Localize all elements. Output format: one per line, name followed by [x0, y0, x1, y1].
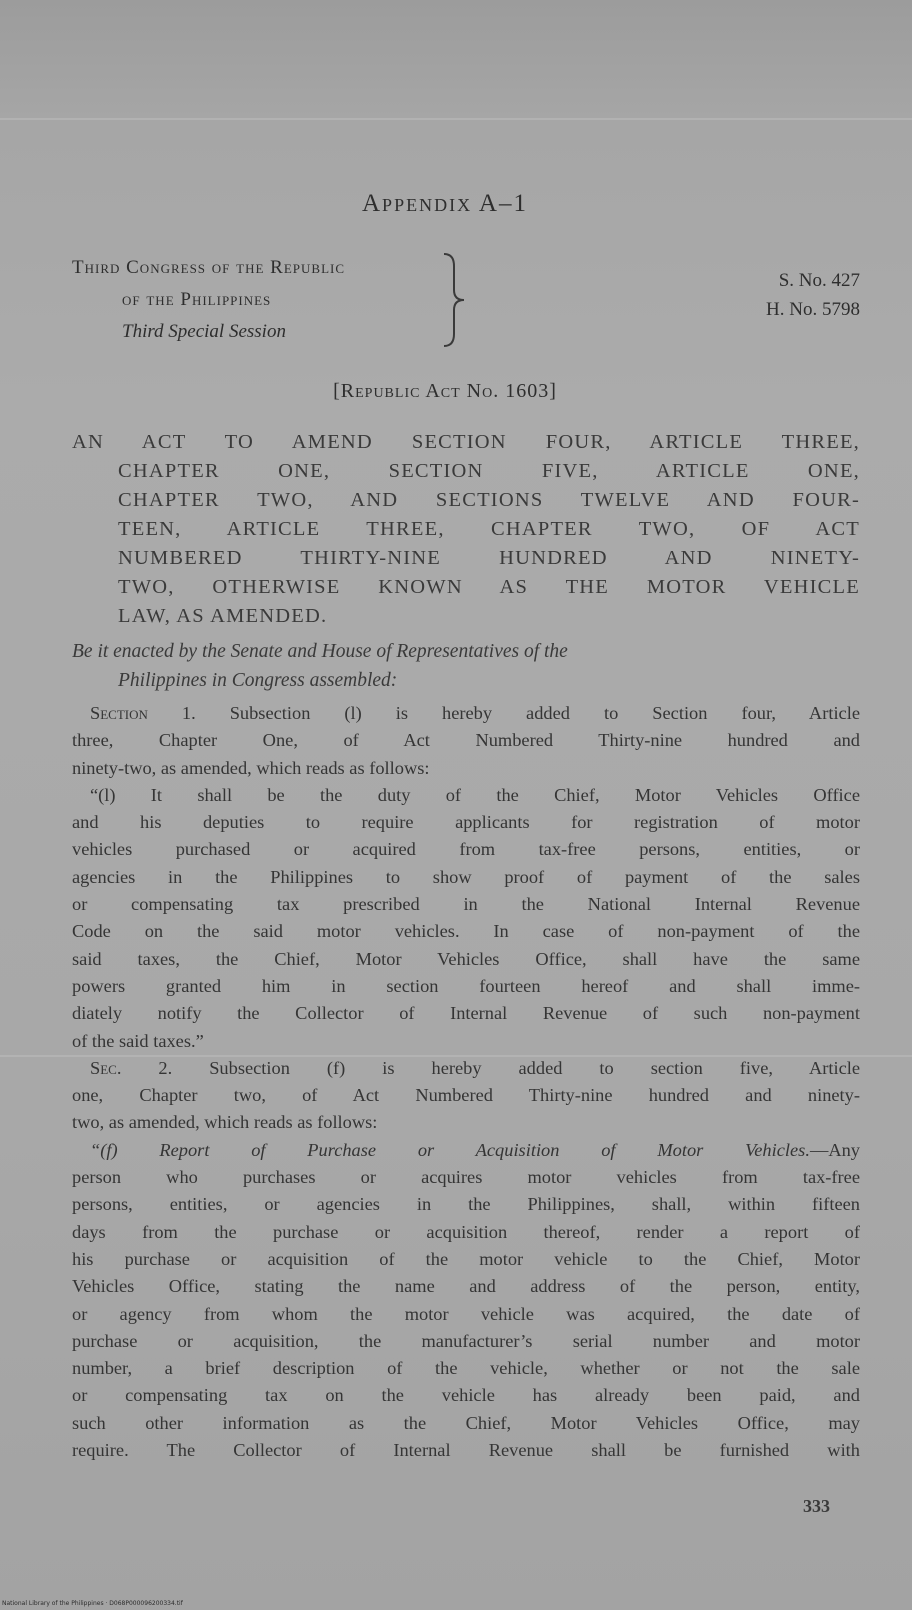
section-2-line	[72, 1055, 860, 1082]
enacting-line: Philippines in Congress assembled:	[118, 670, 398, 691]
act-title-line: NUMBERED THIRTY-NINE HUNDRED AND NINETY-	[118, 547, 860, 569]
act-title-line: LAW, AS AMENDED.	[118, 605, 328, 627]
quoted-subsection-f-line: purchase or acquisition, the manufacturer’s serial number and motor	[72, 1330, 860, 1351]
congress-line: of the Philippines	[122, 289, 272, 310]
brace-icon	[440, 252, 470, 348]
act-body	[72, 700, 860, 1464]
page-number: 333	[803, 1496, 830, 1516]
quoted-subsection-f-line: persons, entities, or agencies in the Philippines, shall, within fifteen	[72, 1194, 860, 1215]
act-title-line: CHAPTER ONE, SECTION FIVE, ARTICLE ONE,	[118, 460, 860, 482]
section-2-line: two, as amended, which reads as follows:	[72, 1112, 378, 1133]
subsection-f-heading: “(f) Report of Purchase or Acquisition of Motor Vehicles.	[90, 1139, 810, 1160]
act-title-line: TWO, OTHERWISE KNOWN AS THE MOTOR VEHICLE	[118, 576, 860, 598]
quoted-subsection-l-line: vehicles purchased or acquired from tax-free persons, entities, or	[72, 839, 860, 860]
congress-block	[72, 252, 472, 348]
section-1-line: ninety-two, as amended, which reads as follows:	[72, 757, 430, 778]
quoted-subsection-l-line: “(l) It shall be the duty of the Chief, Motor Vehicles Office	[90, 784, 860, 805]
scan-footer: National Library of the Philippines · D068P000096200334.tif	[2, 1600, 183, 1607]
quoted-subsection-l-line: of the said taxes.”	[72, 1030, 204, 1051]
quoted-subsection-f-line: such other information as the Chief, Motor Vehicles Office, may	[72, 1412, 860, 1433]
quoted-subsection-l-line: Code on the said motor vehicles. In case of non-payment of the	[72, 921, 860, 942]
quoted-subsection-f-line: require. The Collector of Internal Revenue shall be furnished with	[72, 1440, 860, 1461]
republic-act-number: [Republic Act No. 1603]	[333, 380, 557, 402]
section-1-line: three, Chapter One, of Act Numbered Thirty-nine hundred and	[72, 730, 860, 751]
quoted-subsection-f-line: his purchase or acquisition of the motor vehicle to the Chief, Motor	[72, 1248, 860, 1269]
scan-band	[0, 118, 912, 120]
section-2-label: Sec. 2.	[90, 1057, 173, 1078]
quoted-subsection-l-line: powers granted him in section fourteen hereof and shall imme-	[72, 975, 860, 996]
quoted-subsection-l-line: and his deputies to require applicants for registration of motor	[72, 812, 860, 833]
congress-line: Third Congress of the Republic	[72, 257, 346, 278]
section-2-line: one, Chapter two, of Act Numbered Thirty-nine hundred and ninety-	[72, 1085, 860, 1106]
section-1-text: Subsection (l) is hereby added to Section four, Article	[195, 703, 860, 723]
house-bill-number: H. No. 5798	[766, 299, 860, 320]
section-1-line	[72, 700, 860, 727]
section-1-label: Section 1.	[90, 703, 196, 723]
act-title	[72, 428, 860, 631]
session-line: Third Special Session	[122, 321, 286, 342]
quoted-subsection-f-line: or agency from whom the motor vehicle was acquired, the date of	[72, 1303, 860, 1324]
quoted-subsection-l-line: diately notify the Collector of Internal Revenue of such non-payment	[72, 1003, 860, 1024]
quoted-subsection-f-line: Vehicles Office, stating the name and address of the person, entity,	[72, 1276, 860, 1297]
enacting-line: Be it enacted by the Senate and House of Representatives of the	[72, 641, 568, 662]
bill-numbers	[710, 266, 860, 324]
enacting-clause	[72, 637, 860, 695]
quoted-subsection-l-line: agencies in the Philippines to show proof of payment of the sales	[72, 866, 860, 887]
senate-bill-number: S. No. 427	[778, 270, 860, 291]
subsection-f-text: —Any	[809, 1139, 860, 1160]
quoted-subsection-f-line: person who purchases or acquires motor vehicles from tax-free	[72, 1167, 860, 1188]
quoted-subsection-f-line	[72, 1137, 860, 1164]
quoted-subsection-f-line: days from the purchase or acquisition thereof, render a report of	[72, 1221, 860, 1242]
appendix-heading: Appendix A–1	[362, 190, 528, 217]
act-title-line: TEEN, ARTICLE THREE, CHAPTER TWO, OF ACT	[118, 518, 860, 540]
quoted-subsection-f-line: or compensating tax on the vehicle has already been paid, and	[72, 1385, 860, 1406]
quoted-subsection-l-line: or compensating tax prescribed in the National Internal Revenue	[72, 894, 860, 915]
quoted-subsection-l-line: said taxes, the Chief, Motor Vehicles Office, shall have the same	[72, 948, 860, 969]
quoted-subsection-f-line: number, a brief description of the vehicle, whether or not the sale	[72, 1358, 860, 1379]
act-title-line: CHAPTER TWO, AND SECTIONS TWELVE AND FOUR-	[118, 489, 860, 511]
section-2-text: Subsection (f) is hereby added to section five, Article	[172, 1057, 860, 1078]
act-title-line: AN ACT TO AMEND SECTION FOUR, ARTICLE THREE,	[72, 431, 860, 453]
